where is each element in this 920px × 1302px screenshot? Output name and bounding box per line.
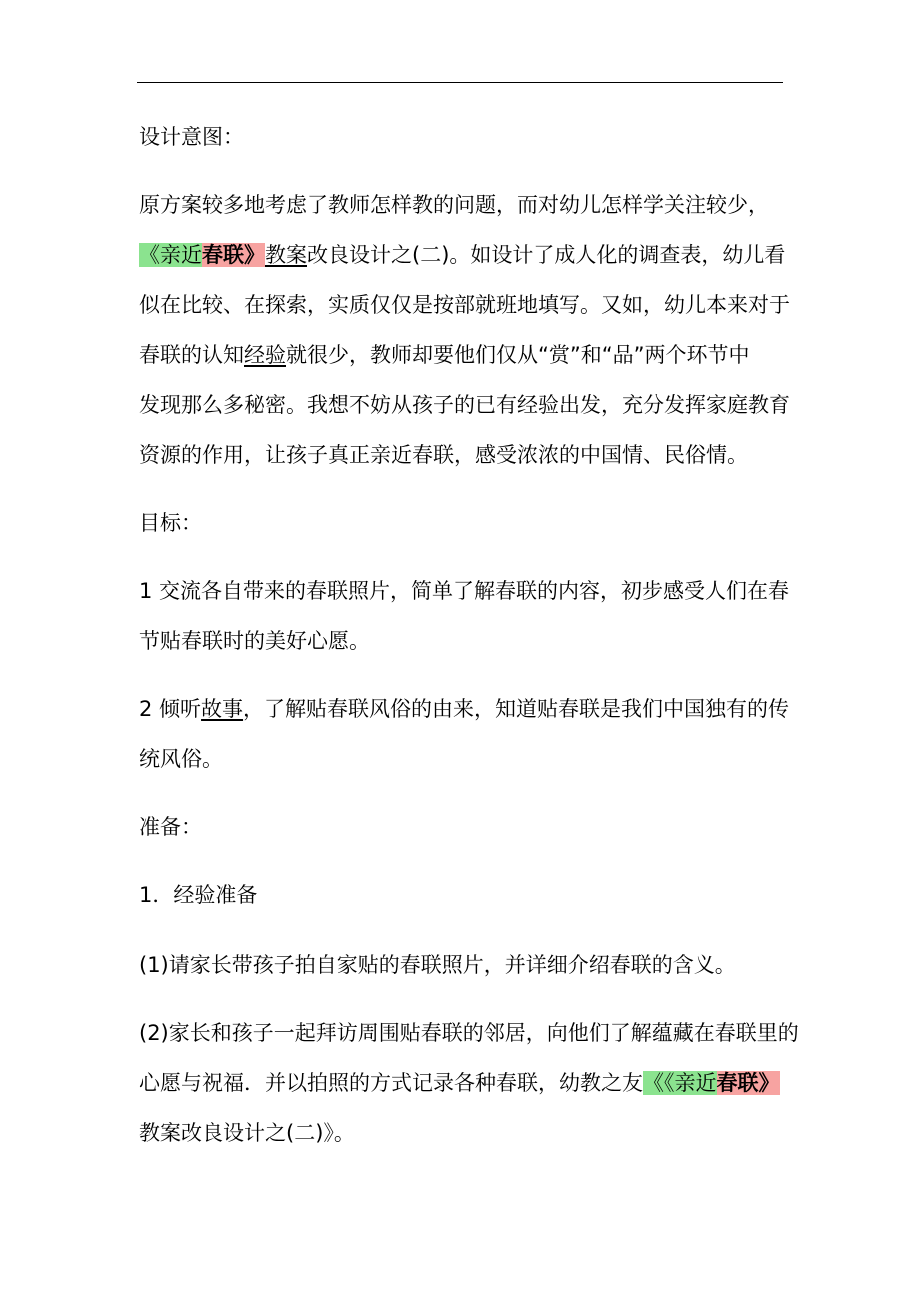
header-rule xyxy=(137,82,783,83)
intent-line-4 xyxy=(139,340,750,370)
prep-section-1: 1．经验准备 xyxy=(139,883,258,907)
underlined-link[interactable]: 故事 xyxy=(201,697,244,721)
highlight-green: 《亲近 xyxy=(139,243,202,267)
goal-1-line-2: 节贴春联时的美好心愿。 xyxy=(139,629,370,653)
prep-paragraph-2-line-2 xyxy=(139,1068,780,1098)
prep-p2-a: 心愿与祝福．并以拍照的方式记录各种春联，幼教之友 xyxy=(139,1071,643,1095)
intent-line-4-b: 就很少，教师却要他们仅从“赏”和“品”两个环节中 xyxy=(286,343,750,367)
goal-1-line-1: 1 交流各自带来的春联照片，简单了解春联的内容，初步感受人们在春 xyxy=(139,579,790,603)
heading-goals: 目标： xyxy=(139,511,202,535)
prep-paragraph-2-line-1: (2)家长和孩子一起拜访周围贴春联的邻居，向他们了解蕴藏在春联里的 xyxy=(139,1021,799,1045)
goal-2-line-2: 统风俗。 xyxy=(139,747,223,771)
heading-design-intent: 设计意图： xyxy=(139,125,244,149)
goal-2-b: ，了解贴春联风俗的由来，知道贴春联是我们中国独有的传 xyxy=(243,697,790,721)
underlined-link[interactable]: 经验 xyxy=(244,343,286,367)
intent-line-3: 似在比较、在探索，实质仅仅是按部就班地填写。又如，幼儿本来对于 xyxy=(139,293,790,317)
underlined-link[interactable]: 教案 xyxy=(265,243,307,267)
intent-line-1: 原方案较多地考虑了教师怎样教的问题，而对幼儿怎样学关注较少， xyxy=(139,193,769,217)
prep-paragraph-1: (1)请家长带孩子拍自家贴的春联照片，并详细介绍春联的含义。 xyxy=(139,953,736,977)
goal-2-a: 2 倾听 xyxy=(139,697,202,721)
intent-line-4-a: 春联的认知 xyxy=(139,343,244,367)
intent-line-6: 资源的作用，让孩子真正亲近春联，感受浓浓的中国情、民俗情。 xyxy=(139,443,748,467)
intent-line-2-rest: 改良设计之(二)。如设计了成人化的调查表，幼儿看 xyxy=(307,243,786,267)
heading-preparation: 准备： xyxy=(139,815,202,839)
prep-paragraph-2-line-3: 教案改良设计之(二)》。 xyxy=(139,1121,355,1145)
intent-line-5: 发现那么多秘密。我想不妨从孩子的已有经验出发，充分发挥家庭教育 xyxy=(139,393,790,417)
highlight-red: 春联》 xyxy=(716,1071,780,1095)
highlight-green: 《《亲近 xyxy=(643,1071,717,1095)
goal-2-line-1 xyxy=(139,694,789,724)
highlight-red: 春联》 xyxy=(202,243,265,267)
intent-line-2 xyxy=(139,240,785,270)
